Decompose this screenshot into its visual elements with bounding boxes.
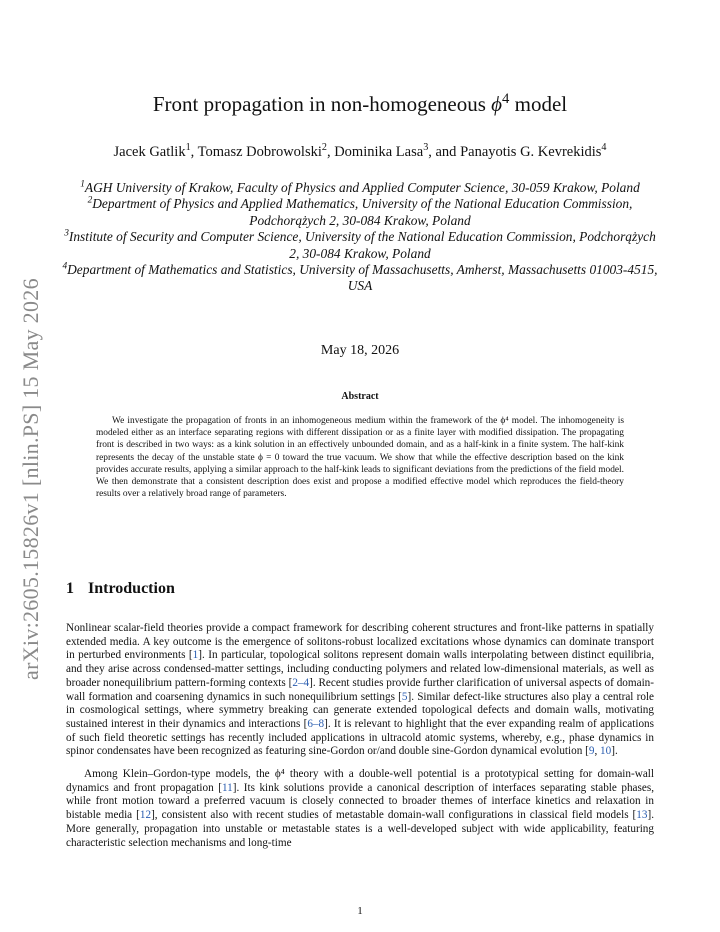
- affiliation-text: AGH University of Krakow, Faculty of Physics and Applied Computer Science, 30-059 Krakow, Poland: [84, 180, 640, 195]
- author-name: Jacek Gatlik: [113, 144, 186, 160]
- abstract-heading: Abstract: [341, 391, 379, 402]
- paragraph-text: ,: [594, 745, 601, 758]
- affiliation-text: Department of Mathematics and Statistics, University of Massachusetts, Amherst, Massachusetts 01003-4515, USA: [67, 262, 658, 294]
- citation-link[interactable]: 9: [588, 745, 595, 758]
- title-text: Front propagation in non-homogeneous: [152, 92, 492, 116]
- author-separator: ,: [326, 144, 335, 160]
- title-phi-symbol: ϕ: [491, 92, 503, 116]
- author-list: [0, 144, 720, 161]
- paragraph-text: ]. Its kink solutions provide a canonical description of interfaces separating stable phases, while front motion toward a preferred vacuum is closely connected to broader themes of interface kinetics and relaxation in bistable media [: [66, 781, 654, 822]
- affiliation-text: Department of Physics and Applied Mathematics, University of the National Education Commission, Podchorążych 2, 30-084 Krakow, Poland: [92, 196, 633, 228]
- paper-title: [0, 92, 720, 117]
- affiliation: [60, 180, 660, 196]
- paragraph: [66, 768, 654, 850]
- author-affil-mark: 4: [601, 142, 607, 154]
- citation-link[interactable]: 6–8: [307, 717, 325, 730]
- paragraph-text: ]. It is relevant to highlight that the ever expanding realm of applications of such field theoretic settings has recently included applications in ultracold atomic systems, whereby, e.g., phase dynamics in spinor condensates have been recognized as featuring sine-Gordon or/and double sine-Gordon dynamical evolution [: [66, 717, 654, 758]
- author-affil-mark: 1: [185, 142, 191, 154]
- title-superscript: 4: [502, 91, 510, 107]
- affiliation: [60, 262, 660, 295]
- author-affil-mark: 3: [423, 142, 429, 154]
- affiliation-mark: 2: [87, 195, 93, 206]
- citation-link[interactable]: 1: [192, 649, 199, 662]
- affiliation-mark: 1: [80, 179, 85, 190]
- paragraph-text: ]. Similar defect-like structures also play a central role in cosmological settings, where symmetry breaking can generate extended topological defects and domain walls, motivating sustained interest in their dynamics and interactions [: [66, 690, 655, 730]
- body-text: [66, 622, 654, 859]
- author-name: Tomasz Dobrowolski: [197, 144, 322, 160]
- affiliation-text: Institute of Security and Computer Science, University of the National Education Commission, Podchorążych 2, 30-084 Krakow, Poland: [68, 229, 656, 261]
- citation-link[interactable]: 5: [401, 690, 408, 703]
- section-number: 1: [66, 580, 74, 597]
- page-number: 1: [357, 905, 363, 917]
- paragraph-text: ]. More generally, propagation into unstable or metastable states is a well-developed subject with wide applicability, featuring characteristic selection mechanisms and long-time: [66, 809, 655, 849]
- citation-link[interactable]: 2–4: [292, 676, 310, 689]
- section-title: Introduction: [88, 580, 175, 597]
- affiliation-mark: 3: [64, 228, 69, 239]
- paragraph-text: Nonlinear scalar-field theories provide a compact framework for describing coherent structures and front-like patterns in spatially extended media. A key outcome is the emergence of solitons-robust localized excitations whose dynamics can dominate transport in perturbed environments [: [66, 622, 654, 662]
- paragraph: [66, 622, 654, 759]
- author-separator: ,: [190, 144, 198, 160]
- paragraph-text: ], consistent also with recent studies of metastable domain-wall configurations in classical field models [: [151, 809, 637, 822]
- paragraph-text: ].: [611, 745, 618, 758]
- author-separator: , and: [428, 144, 461, 160]
- abstract-text: We investigate the propagation of fronts in an inhomogeneous medium within the framework of the ϕ⁴ model. The inhomogeneity is modeled either as an interface separating regions with different dissipation or as a finite layer with modified dissipation. The propagating front is described in two ways: as a kink solution in an effectively unbounded domain, and as a half-kink in a finite system. The half-kink represents the decay of the unstable state ϕ = 0 toward the true vacuum. We show that while the effective description based on the kink provides accurate results, applying a similar approach to the half-kink leads to significant deviations from the predictions of the field model. We then demonstrate that a consistent description does exist and propose a modified effective model which reproduces the field-theory results over a relatively broad range of parameters.: [96, 416, 624, 500]
- author-affil-mark: 2: [321, 142, 327, 154]
- paragraph-text: ]. Recent studies provide further clarification of universal aspects of domain-wall formation and coarsening dynamics in such nonequilibrium settings [: [66, 676, 654, 703]
- citation-link[interactable]: 12: [139, 809, 152, 822]
- affiliation-mark: 4: [62, 261, 68, 272]
- paragraph-text: ]. In particular, topological solitons represent domain walls interpolating between distinct equilibria, and they arise across condensed-matter settings, including conducting polymers and related low-dimensional materials, as well as broader nonequilibrium pattern-forming contexts [: [66, 649, 654, 689]
- paragraph-text: Among Klein–Gordon-type models, the ϕ⁴ theory with a double-well potential is a prototypical setting for domain-wall dynamics and front propagation [: [66, 768, 654, 794]
- affiliation: [60, 196, 660, 229]
- affiliation-list: [60, 180, 660, 295]
- paper-date: May 18, 2026: [320, 343, 400, 358]
- author-name: Panayotis G. Kevrekidis: [460, 144, 602, 160]
- arxiv-stamp: arXiv:2605.15826v1 [nlin.PS] 15 May 2026: [18, 278, 43, 680]
- affiliation: [60, 229, 660, 262]
- author-name: Dominika Lasa: [334, 144, 424, 160]
- citation-link[interactable]: 11: [221, 781, 233, 794]
- title-text-end: model: [509, 92, 568, 116]
- citation-link[interactable]: 10: [600, 745, 612, 758]
- citation-link[interactable]: 13: [636, 809, 648, 822]
- section-heading: [66, 580, 175, 598]
